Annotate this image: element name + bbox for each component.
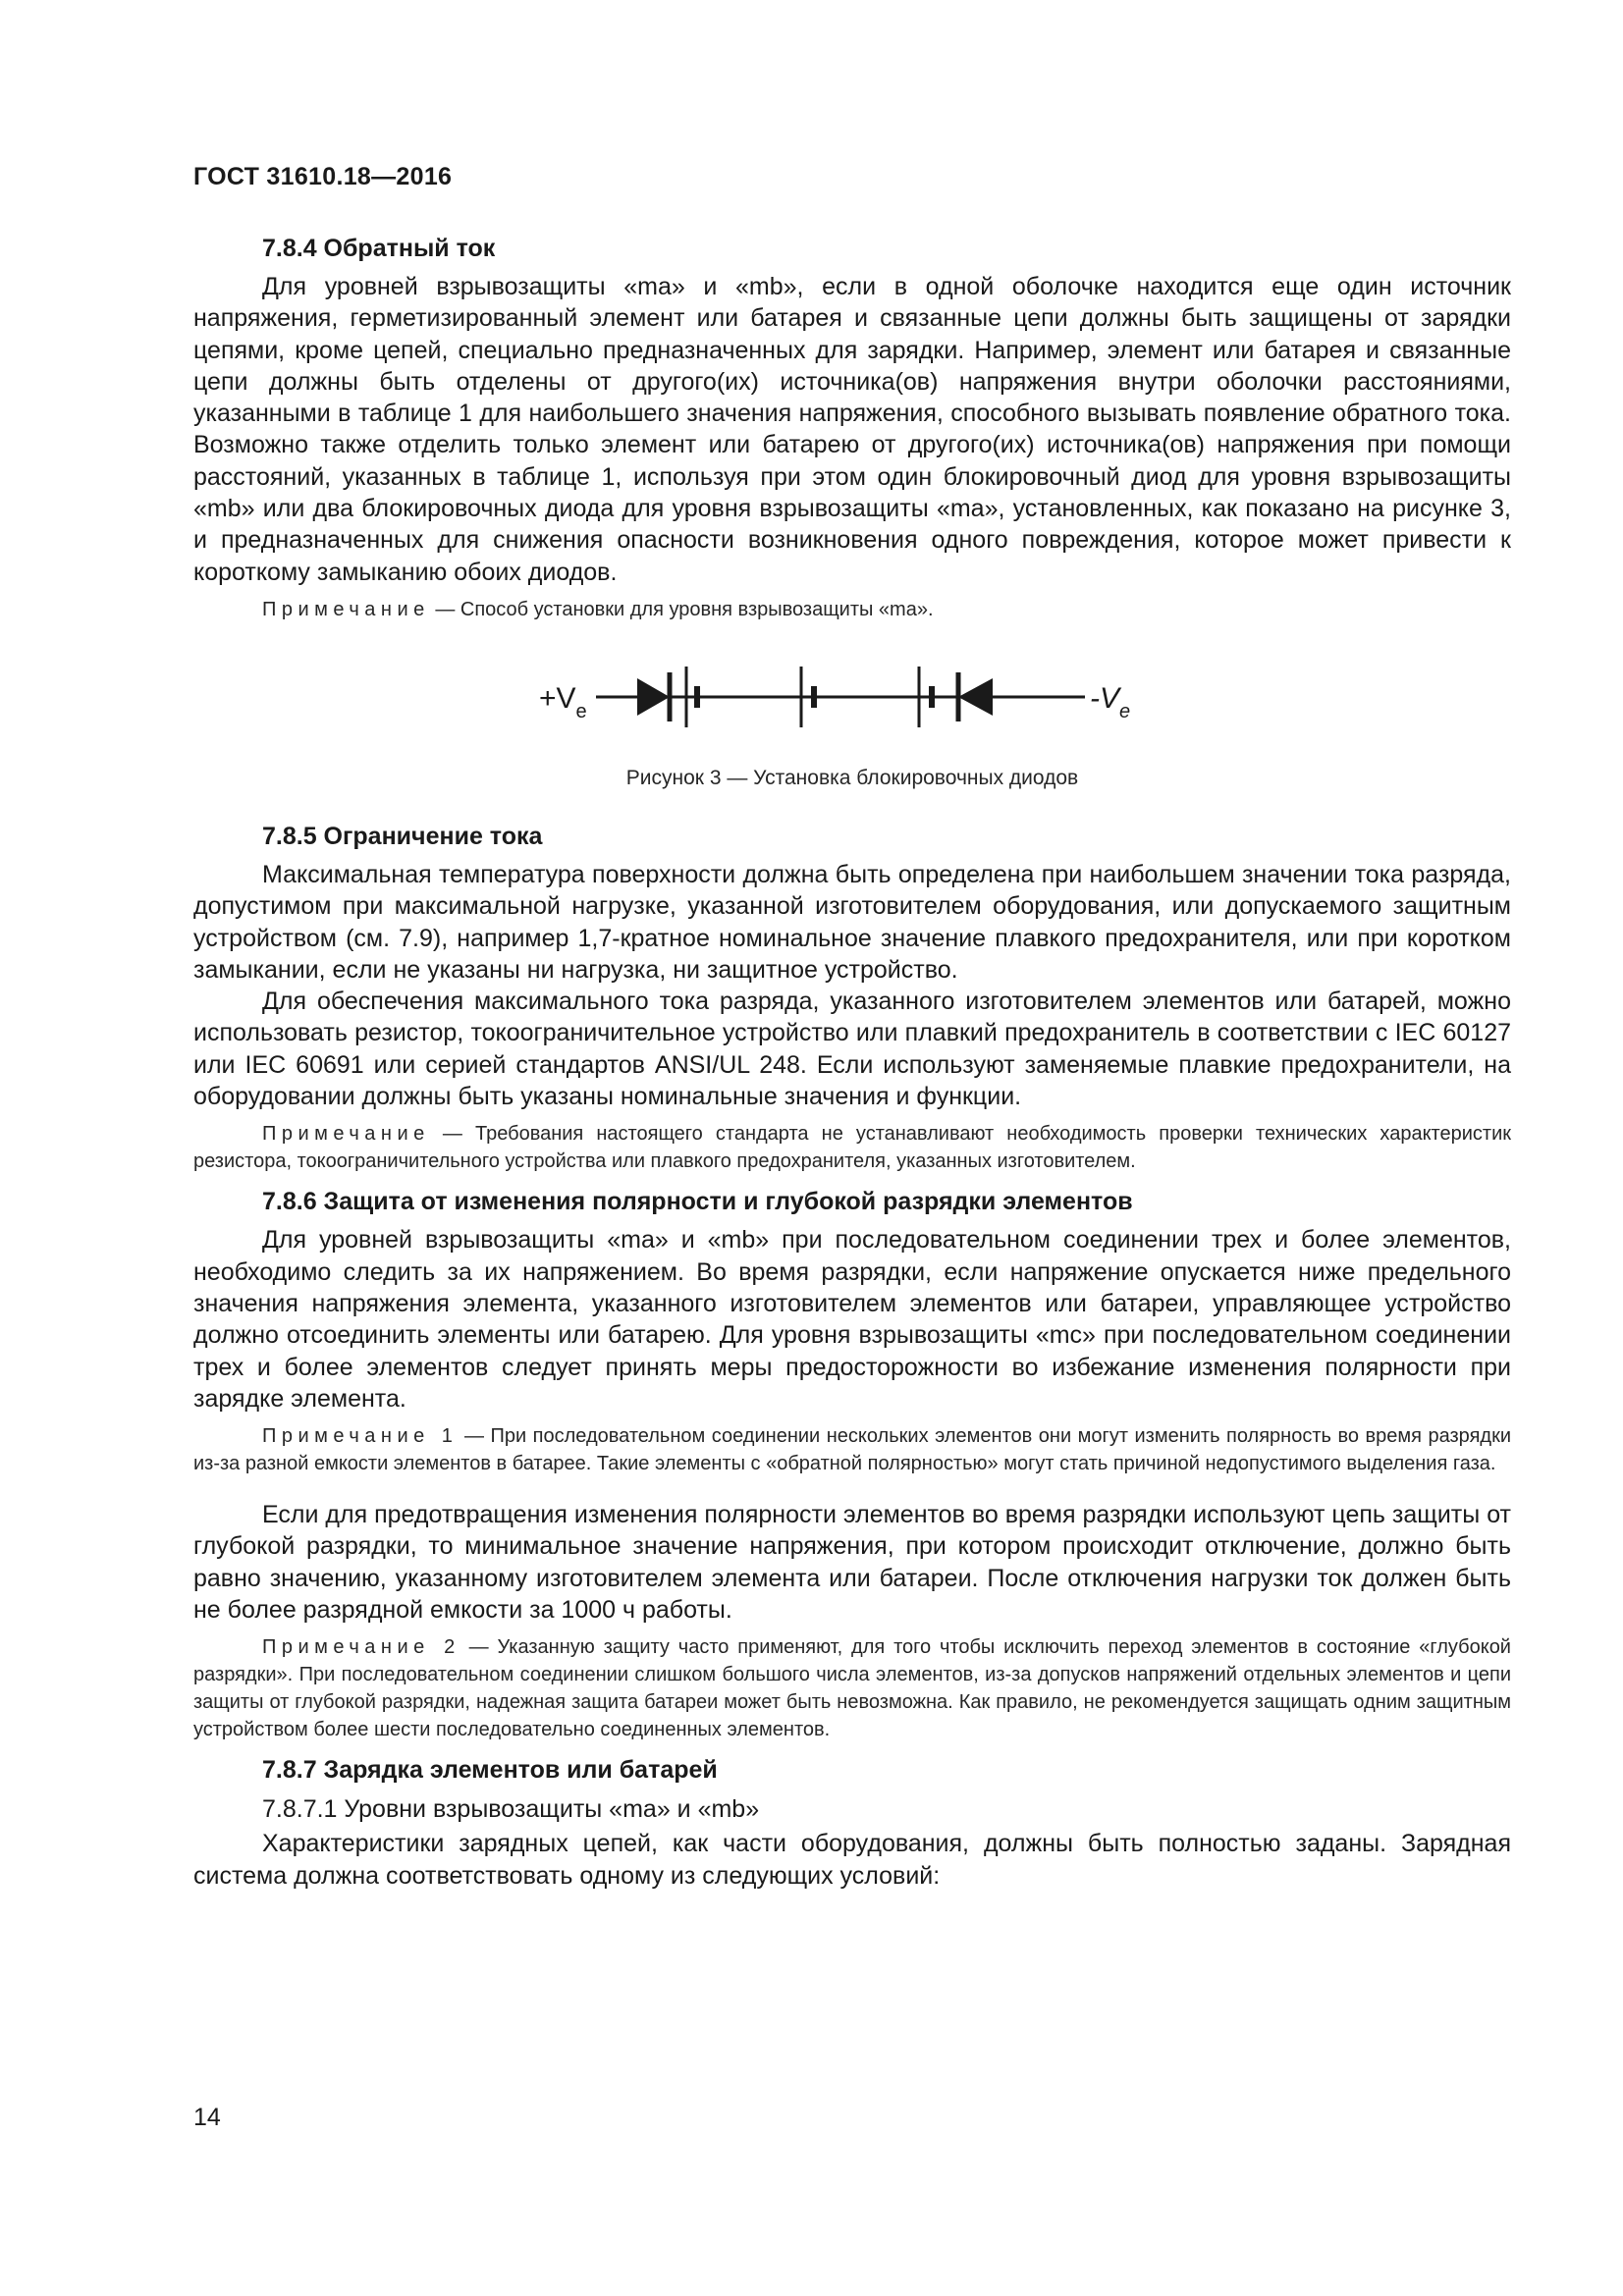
paragraph-7-8-5-body-2: Для обеспечения максимального тока разряда, указанного изготовителем элементов или батарей, можно использовать резистор, токоограничительное устройство или плавкий предохранитель в соответствии с IEC 60127 или IEC 60691 или серией стандартов ANSI/UL 248. Если используют заменяемые плавкие предохранители, на оборудовании должны быть указаны номинальные значения и функции. (193, 988, 1511, 1111)
note-2-7-8-6 (193, 1633, 1511, 1743)
negative-terminal-v: -V (1090, 681, 1119, 715)
note-1-7-8-6 (193, 1422, 1511, 1477)
positive-terminal-subscript: e (575, 700, 587, 722)
paragraph-7-8-6-body-1: Для уровней взрывозащиты «ma» и «mb» при последовательном соединении трех и более элементов, необходимо следить за их напряжением. Во время разрядки, если напряжение опускается ниже предельного значения напряжения элемента, указанного изготовителем элементов или батареи, управляющее устройство должно отсоединить элементы или батарею. Для уровня взрывозащиты «mc» при последовательном соединении трех и более элементов следует принять меры предосторожности во избежание изменения полярности при зарядке элемента. (193, 1226, 1511, 1413)
note-label: Примечание (262, 1123, 430, 1146)
diode-circuit-diagram (535, 643, 1144, 751)
section-heading-7-8-4: 7.8.4 Обратный ток (262, 235, 496, 262)
paragraph-7-8-5-body-1: Максимальная температура поверхности должна быть определена при наибольшем значении тока разряда, допустимом при максимальной нагрузке, указанной изготовителем оборудования, или допускаемого защитным устройством (см. 7.9), например 1,7-кратное номинальное значение плавкого предохранителя, или при коротком замыкании, если не указаны ни нагрузка, ни защитное устройство. (193, 860, 1511, 984)
note-label: Примечание (262, 598, 430, 620)
note-text: — Указанную защиту часто применяют, для того чтобы исключить переход элементов в состояние «глубокой разрядки». При последовательном соединении слишком большого числа элементов, из-за допусков напряжений отдельных элементов и цепи защиты от глубокой разрядки, надежная защита батареи может быть невозможна. Как правило, не рекомендуется защищать одним защитным устройством более шести последовательно соединенных элементов. (193, 1636, 1511, 1741)
diode-2-icon (958, 678, 993, 716)
paragraph-7-8-7-1-body: Характеристики зарядных цепей, как части оборудования, должны быть полностью заданы. Зарядная система должна соответствовать одному из следующих условий: (193, 1830, 1511, 1890)
note-label: Примечание 1 (262, 1425, 459, 1448)
note-7-8-5 (193, 1120, 1511, 1175)
negative-terminal-subscript: e (1119, 700, 1131, 722)
page-number: 14 (193, 2104, 221, 2131)
note-text: — Требования настоящего стандарта не устанавливают необходимость проверки технических характеристик резистора, токоограничительного устройства или плавкого предохранителя, указанных изготовителем. (193, 1123, 1511, 1173)
section-heading-7-8-7: 7.8.7 Зарядка элементов или батарей (262, 1756, 718, 1785)
subclause-heading-7-8-7-1: 7.8.7.1 Уровни взрывозащиты «ma» и «mb» (262, 1795, 760, 1824)
section-heading-7-8-5: 7.8.5 Ограничение тока (262, 822, 543, 850)
document-id-header: ГОСТ 31610.18—2016 (193, 163, 453, 190)
diode-1-icon (637, 678, 670, 716)
note-text: — При последовательном соединении нескольких элементов они могут изменить полярность во время разрядки из-за разной емкости элементов в батарее. Такие элементы с «обратной полярностью» могут стать причиной недопустимого выделения газа. (193, 1425, 1511, 1475)
paragraph-7-8-4-body: Для уровней взрывозащиты «ma» и «mb», если в одной оболочке находится еще один источник напряжения, герметизированный элемент или батарея и связанные цепи должны быть защищены от зарядки цепями, кроме цепей, специально предназначенных для зарядки. Например, элемент или батарея и связанные цепи должны быть отделены от другого(их) источника(ов) напряжения внутри оболочки расстояниями, указанными в таблице 1 для наибольшего значения напряжения, способного вызывать появление обратного тока. Возможно также отделить только элемент или батарею от другого(их) источника(ов) напряжения при помощи расстояний, указанных в таблице 1, используя при этом один блокировочный диод для уровня взрывозащиты «mb» или два блокировочных диода для уровня взрывозащиты «ma», установленных, как показано на рисунке 3, и предназначенных для снижения опасности возникновения одного повреждения, которое может привести к короткому замыканию обоих диодов. (193, 273, 1511, 586)
note-text: — Способ установки для уровня взрывозащиты «ma». (429, 598, 934, 620)
paragraph-7-8-6-body-2: Если для предотвращения изменения полярности элементов во время разрядки используют цепь защиты от глубокой разрядки, то минимальное значение напряжения, при котором происходит отключение, должно быть равно значению, указанному изготовителем элемента или батареи. После отключения нагрузки ток должен быть не более разрядной емкости за 1000 ч работы. (193, 1501, 1511, 1625)
note-7-8-4 (193, 596, 1511, 623)
positive-terminal-label (539, 682, 587, 722)
figure-3-blocking-diodes (193, 643, 1511, 802)
figure-3-caption: Рисунок 3 — Установка блокировочных диодов (625, 766, 1079, 789)
note-label: Примечание 2 (262, 1636, 460, 1659)
negative-terminal-label (1090, 682, 1130, 722)
page-content (193, 232, 1511, 1892)
positive-terminal-v: +V (539, 681, 576, 715)
section-heading-7-8-6: 7.8.6 Защита от изменения полярности и глубокой разрядки элементов (262, 1188, 1133, 1216)
